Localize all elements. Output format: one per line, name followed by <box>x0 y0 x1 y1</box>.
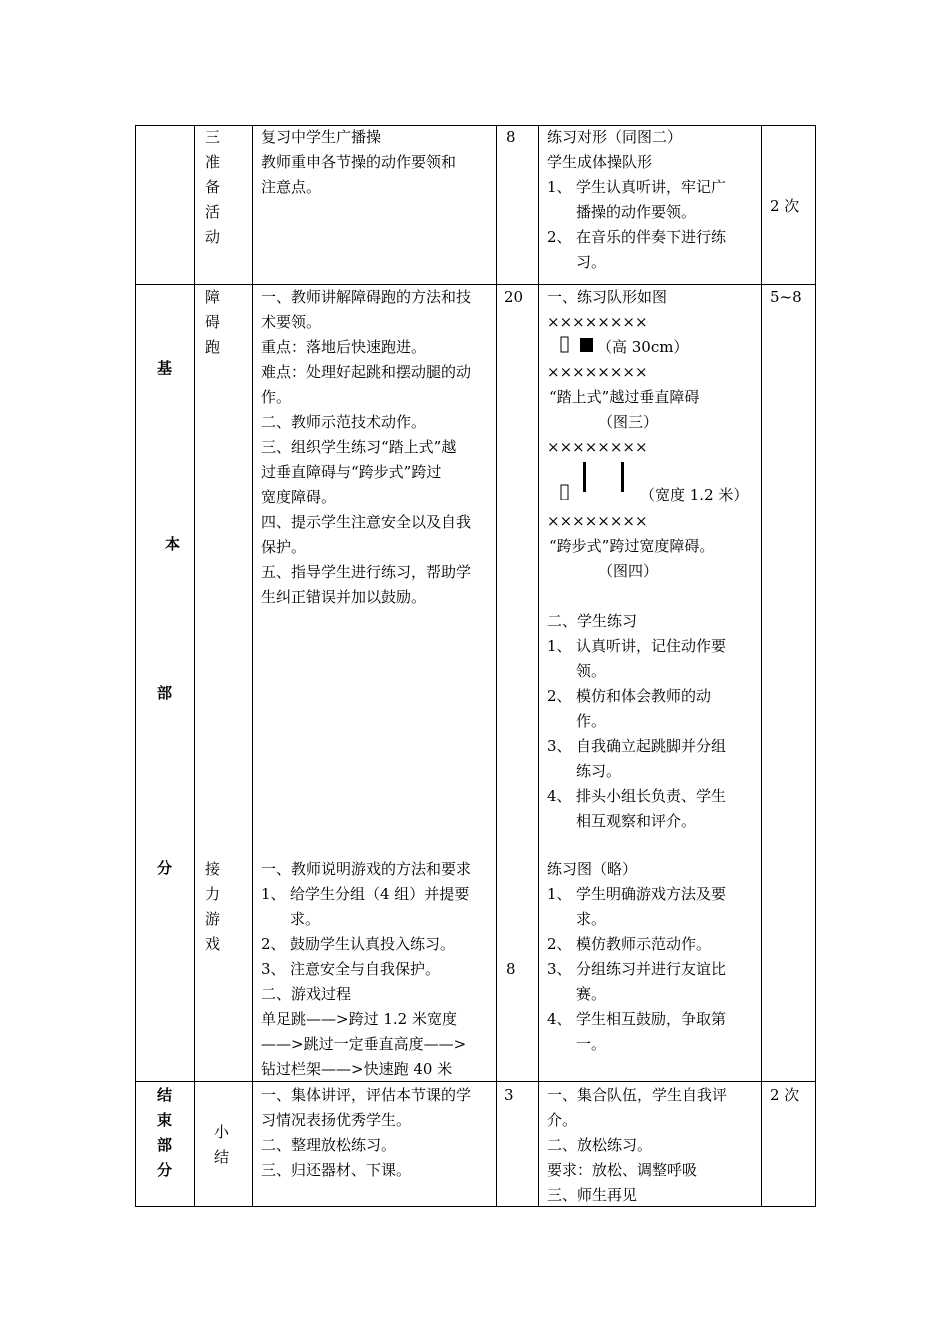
activity-char: 动 <box>205 228 221 246</box>
crosses-row-4: ×××××××× <box>547 512 648 530</box>
list-number: 2、 <box>261 935 286 953</box>
teacher-line: 三、组织学生练习“踏上式”越 <box>261 438 457 456</box>
list-number: 1、 <box>547 178 572 196</box>
relay-time: 8 <box>506 960 516 978</box>
section-char: 分 <box>157 1161 173 1179</box>
practice-item: 2、 模仿和体会教师的动 <box>547 684 726 709</box>
student-item: 一。 <box>576 1035 607 1053</box>
relay-student-lead: 练习图（略） <box>547 860 638 878</box>
runner-icon <box>561 337 568 352</box>
teacher-line: 四、提示学生注意安全以及自我 <box>261 513 472 531</box>
crosses-row-2: ×××××××× <box>547 363 648 381</box>
section-char: 部 <box>157 1136 173 1154</box>
practice-item: 作。 <box>576 712 607 730</box>
list-number: 2、 <box>547 687 572 705</box>
teacher-line: 二、游戏过程 <box>261 985 352 1003</box>
hurdle-teacher <box>261 285 471 610</box>
width-obstacle-right-icon <box>621 462 624 492</box>
relay-teacher-lead: 一、教师说明游戏的方法和要求 <box>261 860 472 878</box>
student-item: 求。 <box>576 910 607 928</box>
basic-section-char-3: 部 <box>157 684 173 702</box>
crosses-row-1: ×××××××× <box>547 313 648 331</box>
activity-char: 碍 <box>205 313 221 331</box>
prep-teacher <box>261 125 456 200</box>
student-item: 赛。 <box>576 985 607 1003</box>
end-time: 3 <box>504 1086 514 1104</box>
hurdle-title <box>205 285 220 360</box>
practice-item: 领。 <box>576 662 607 680</box>
teacher-line: 单足跳——>跨过 1.2 米宽度 <box>261 1010 457 1028</box>
list-number: 4、 <box>547 1010 572 1028</box>
teacher-line: 一、教师讲解障碍跑的方法和技 <box>261 288 472 306</box>
activity-char: 游 <box>205 910 221 928</box>
student-item: 2、 在音乐的伴奏下进行练 <box>547 225 726 250</box>
teacher-line: 生纠正错误并加以鼓励。 <box>261 588 427 606</box>
teacher-line: 难点：处理好起跳和摆动腿的动 <box>261 363 472 381</box>
fig4-note: （宽度 1.2 米） <box>640 486 749 504</box>
vertical-obstacle-icon <box>580 338 593 352</box>
relay-teacher-tail <box>261 982 466 1082</box>
end-section <box>157 1083 172 1183</box>
student-item: 播操的动作要领。 <box>576 203 697 221</box>
teacher-line: ——>跳过一定垂直高度——> <box>261 1035 467 1053</box>
list-number: 1、 <box>261 885 286 903</box>
teacher-line: 注意点。 <box>261 178 322 196</box>
teacher-line: 三、归还器材、下课。 <box>261 1161 412 1179</box>
student-item: 1、 学生明确游戏方法及要 <box>547 882 726 907</box>
basic-section-char-2: 本 <box>165 535 181 553</box>
teacher-line: 宽度障碍。 <box>261 488 337 506</box>
teacher-line: 二、教师示范技术动作。 <box>261 413 427 431</box>
student-line: 三、师生再见 <box>547 1186 638 1204</box>
fig3-note: （高 30cm） <box>597 338 689 356</box>
end-activity <box>214 1120 229 1170</box>
student-item: 2、 模仿教师示范动作。 <box>547 932 726 957</box>
teacher-line: 五、指导学生进行练习，帮助学 <box>261 563 472 581</box>
prep-student <box>547 125 726 275</box>
teacher-line: 钻过栏架——>快速跑 40 米 <box>261 1060 453 1078</box>
list-number: 3、 <box>547 960 572 978</box>
student-item: 习。 <box>576 253 607 271</box>
teacher-line: 教师重申各节操的动作要领和 <box>261 153 457 171</box>
hurdle-times: 5~8 <box>770 288 802 306</box>
list-number: 2、 <box>547 935 572 953</box>
activity-char: 小 <box>214 1123 230 1141</box>
fig4-label: （图四） <box>598 562 659 580</box>
teacher-line: 作。 <box>261 388 292 406</box>
student-line: 介。 <box>547 1111 578 1129</box>
list-number: 2、 <box>547 228 572 246</box>
student-line: 练习对形（同图二） <box>547 128 683 146</box>
section-char: 结 <box>157 1086 173 1104</box>
width-obstacle-left-icon <box>583 462 586 492</box>
teacher-item: 求。 <box>290 910 321 928</box>
student-item: 1、 学生认真听讲，牢记广 <box>547 175 726 200</box>
activity-char: 三 <box>205 128 221 146</box>
crosses-row-3: ×××××××× <box>547 438 648 456</box>
teacher-line: 保护。 <box>261 538 307 556</box>
activity-char: 结 <box>214 1148 230 1166</box>
student-line: 要求：放松、调整呼吸 <box>547 1161 698 1179</box>
fig3-caption: “踏上式”越过垂直障碍 <box>549 388 700 406</box>
list-number: 3、 <box>261 960 286 978</box>
practice-item: 4、 排头小组长负责、学生 <box>547 784 726 809</box>
relay-student-list <box>547 882 726 1057</box>
practice-item: 3、 自我确立起跳脚并分组 <box>547 734 726 759</box>
teacher-item: 2、 鼓励学生认真投入练习。 <box>261 932 469 957</box>
activity-char: 戏 <box>205 935 221 953</box>
basic-section-char-4: 分 <box>157 859 173 877</box>
relay-title <box>205 857 220 957</box>
runner-icon <box>561 485 568 500</box>
student-item: 3、 分组练习并进行友谊比 <box>547 957 726 982</box>
list-number: 4、 <box>547 787 572 805</box>
activity-char: 准 <box>205 153 221 171</box>
formation-title: 一、练习队形如图 <box>547 288 668 306</box>
fig4-caption: “跨步式”跨过宽度障碍。 <box>549 537 715 555</box>
end-student <box>547 1083 727 1208</box>
teacher-line: 重点：落地后快速跑进。 <box>261 338 427 356</box>
teacher-line: 复习中学生广播操 <box>261 128 382 146</box>
fig3-label: （图三） <box>598 413 659 431</box>
hurdle-time: 20 <box>504 288 524 306</box>
fig4-drawing <box>556 460 636 500</box>
list-number: 1、 <box>547 885 572 903</box>
teacher-item: 1、 给学生分组（4 组）并提要 <box>261 882 469 907</box>
activity-char: 接 <box>205 860 221 878</box>
basic-section-char-1: 基 <box>157 359 173 377</box>
teacher-line: 过垂直障碍与“跨步式”跨过 <box>261 463 442 481</box>
teacher-line: 习情况表扬优秀学生。 <box>261 1111 412 1129</box>
list-number: 3、 <box>547 737 572 755</box>
practice-item: 练习。 <box>576 762 622 780</box>
activity-char: 障 <box>205 288 221 306</box>
practice-item: 相互观察和评介。 <box>576 812 697 830</box>
end-times: 2 次 <box>770 1086 800 1104</box>
student-line: 一、集合队伍，学生自我评 <box>547 1086 728 1104</box>
relay-teacher-list <box>261 882 469 982</box>
prep-times: 2 次 <box>770 197 800 215</box>
practice-list <box>547 634 726 834</box>
list-number: 1、 <box>547 637 572 655</box>
teacher-line: 术要领。 <box>261 313 322 331</box>
teacher-line: 一、集体讲评，评估本节课的学 <box>261 1086 472 1104</box>
activity-char: 跑 <box>205 338 221 356</box>
prep-activity <box>205 125 220 250</box>
teacher-item: 3、 注意安全与自我保护。 <box>261 957 469 982</box>
prep-time: 8 <box>506 128 516 146</box>
student-item: 4、 学生相互鼓励，争取第 <box>547 1007 726 1032</box>
student-line: 学生成体操队形 <box>547 153 653 171</box>
student-line: 二、放松练习。 <box>547 1136 653 1154</box>
end-teacher <box>261 1083 471 1183</box>
practice-title: 二、学生练习 <box>547 612 638 630</box>
teacher-line: 二、整理放松练习。 <box>261 1136 397 1154</box>
section-char: 束 <box>157 1111 173 1129</box>
activity-char: 备 <box>205 178 221 196</box>
activity-char: 力 <box>205 885 221 903</box>
activity-char: 活 <box>205 203 221 221</box>
practice-item: 1、 认真听讲，记住动作要 <box>547 634 726 659</box>
